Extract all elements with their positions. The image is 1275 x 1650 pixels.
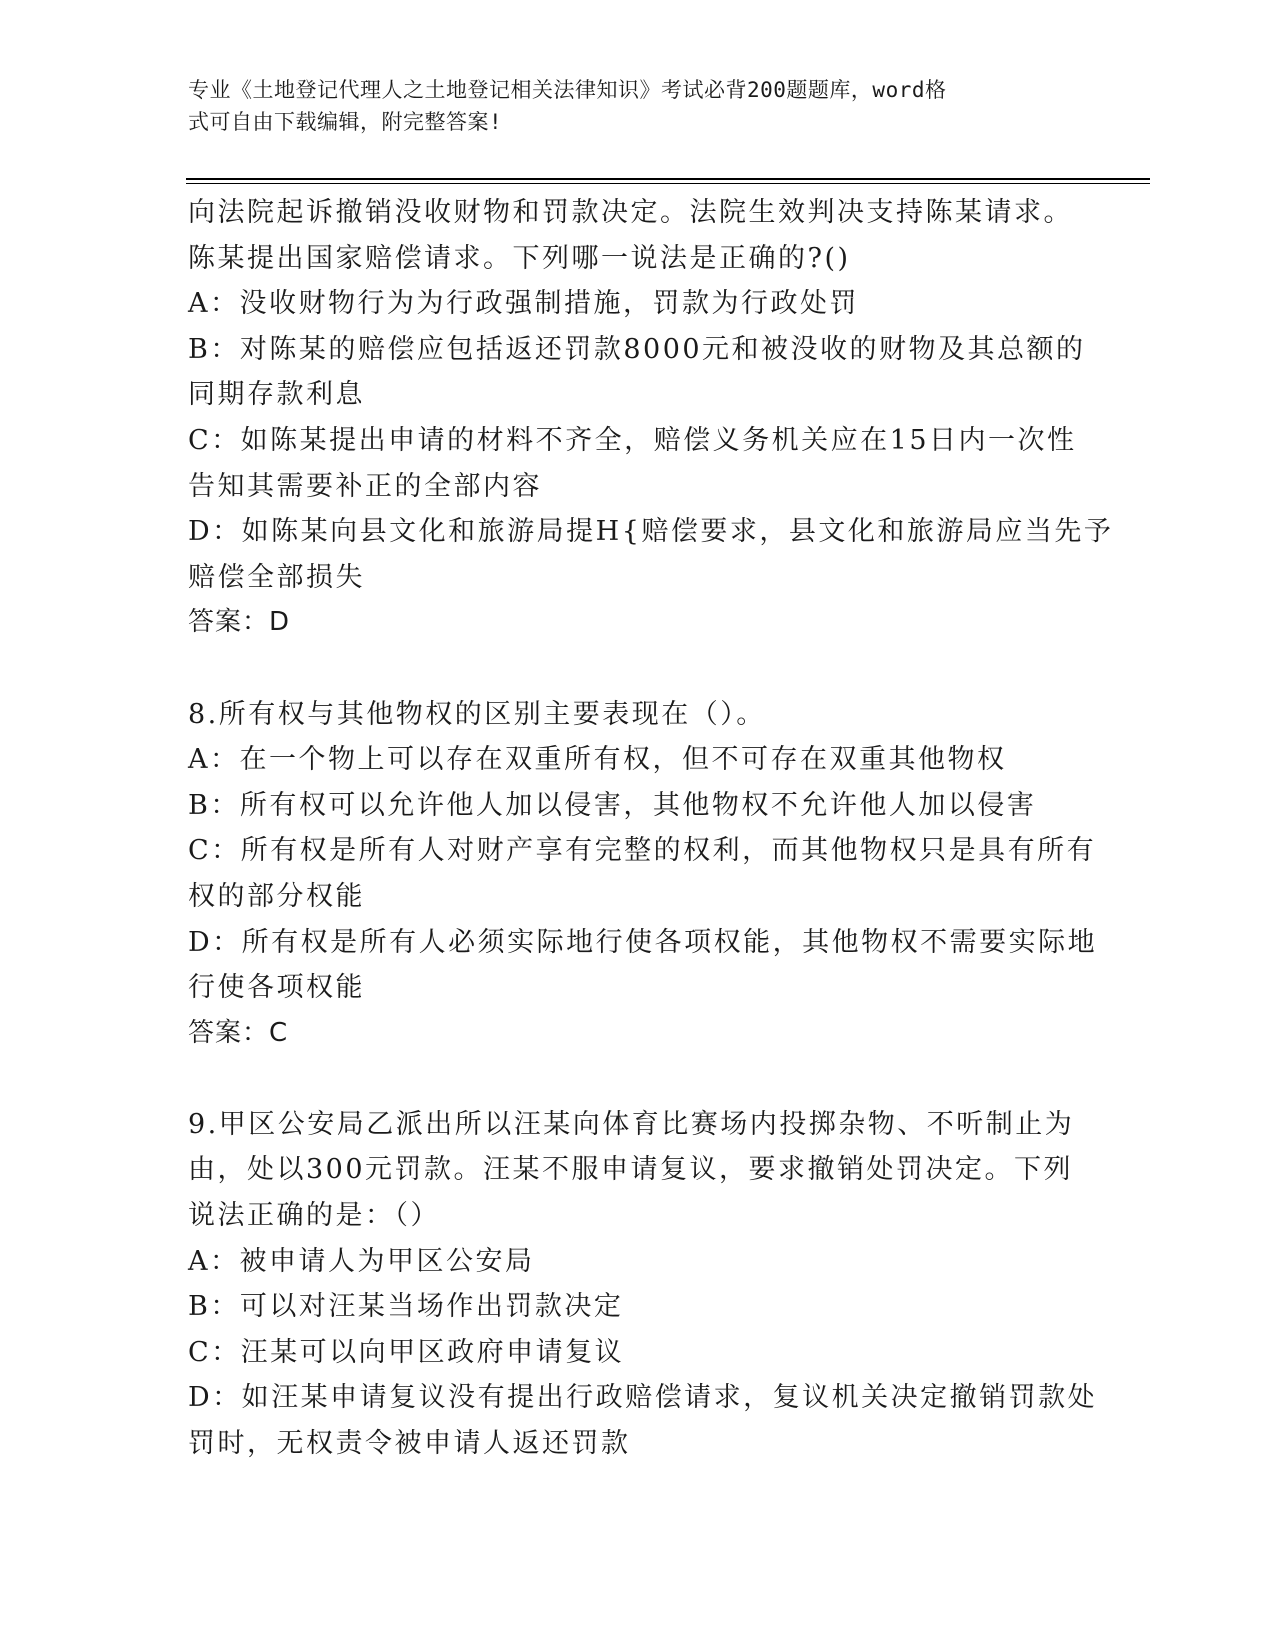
question-9 <box>188 1102 1098 1467</box>
header-line-1: 专业《土地登记代理人之土地登记相关法律知识》考试必背200题题库，word格 <box>188 78 947 102</box>
question-7-stem-line-1: 向法院起诉撤销没收财物和罚款决定。法院生效判决支持陈某请求。 <box>188 197 1073 228</box>
question-9-option-d-line-2: 罚时，无权责令被申请人返还罚款 <box>188 1428 631 1460</box>
header-line-2: 式可自由下载编辑，附完整答案! <box>188 110 503 134</box>
question-8-answer: 答案：C <box>188 1017 289 1048</box>
question-9-option-b: B：可以对汪某当场作出罚款决定 <box>188 1291 624 1323</box>
question-7-option-d-line-1: D：如陈某向县文化和旅游局提H{赔偿要求，县文化和旅游局应当先予 <box>188 516 1114 548</box>
question-9-option-a: A：被申请人为甲区公安局 <box>188 1245 535 1277</box>
question-7 <box>188 190 1114 646</box>
document-header <box>188 74 1068 138</box>
question-8-option-d-line-2: 行使各项权能 <box>188 972 365 1004</box>
question-9-option-c: C：汪某可以向甲区政府申请复议 <box>188 1336 625 1368</box>
question-7-option-c-line-1: C：如陈某提出申请的材料不齐全，赔偿义务机关应在15日内一次性 <box>188 424 1077 456</box>
question-9-option-d-line-1: D：如汪某申请复议没有提出行政赔偿请求，复议机关决定撤销罚款处 <box>188 1382 1098 1414</box>
question-7-option-a: A：没收财物行为为行政强制措施，罚款为行政处罚 <box>188 288 859 320</box>
header-rule-thick <box>186 178 1150 180</box>
question-9-stem-line-3: 说法正确的是：（） <box>188 1200 440 1232</box>
question-8-option-c-line-2: 权的部分权能 <box>188 880 365 912</box>
document-body <box>188 190 1114 1467</box>
question-7-option-c-line-2: 告知其需要补正的全部内容 <box>188 470 542 502</box>
question-9-stem-line-1: 9.甲区公安局乙派出所以汪某向体育比赛场内投掷杂物、不听制止为 <box>188 1108 1075 1140</box>
question-8-option-c-line-1: C：所有权是所有人对财产享有完整的权利，而其他物权只是具有所有 <box>188 835 1097 867</box>
question-8-option-d-line-1: D：所有权是所有人必须实际地行使各项权能，其他物权不需要实际地 <box>188 926 1098 958</box>
question-7-option-b-line-2: 同期存款利息 <box>188 379 365 411</box>
question-8-option-a: A：在一个物上可以存在双重所有权，但不可存在双重其他物权 <box>188 744 1007 776</box>
question-8-option-b: B：所有权可以允许他人加以侵害，其他物权不允许他人加以侵害 <box>188 789 1037 821</box>
question-7-stem-line-2: 陈某提出国家赔偿请求。下列哪一说法是正确的?() <box>188 242 851 274</box>
spacer <box>188 646 1088 692</box>
question-7-option-b-line-1: B：对陈某的赔偿应包括返还罚款8000元和被没收的财物及其总额的 <box>188 333 1086 365</box>
question-7-option-d-line-2: 赔偿全部损失 <box>188 561 365 593</box>
question-8 <box>188 692 1098 1057</box>
question-9-stem-line-2: 由，处以300元罚款。汪某不服申请复议，要求撤销处罚决定。下列 <box>188 1154 1074 1186</box>
spacer <box>188 1056 1088 1102</box>
question-8-stem: 8.所有权与其他物权的区别主要表现在（）。 <box>188 698 766 730</box>
question-7-answer: 答案：D <box>188 607 291 638</box>
header-rule-thin <box>186 183 1150 184</box>
